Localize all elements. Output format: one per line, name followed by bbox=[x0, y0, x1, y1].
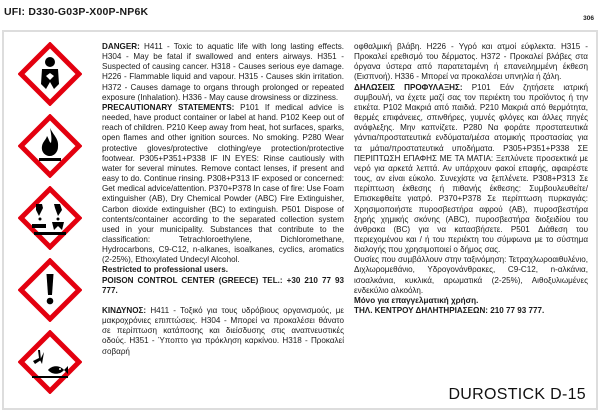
professional-use-note: Restricted to professional users. bbox=[102, 265, 228, 275]
greek-precautionary-statements bbox=[354, 83, 588, 256]
greek-danger-text-start: H411 - Τοξικό για τους υδρόβιους οργανισμούς, με μακροχρόνιες επιπτώσεις. H304 - Μπορεί να προκαλέσει θάνατο σε περίπτωση κατάποσης και διείσδυσης στις αναπνευστικές οδούς. H351 - Ύποπτο για πρόκληση καρκίνου. H318 - Προκαλεί σοβαρή bbox=[102, 305, 344, 356]
danger-text: H411 - Toxic to aquatic life with long lasting effects. H304 - May be fatal if swallowed and enters airways. H351 - Suspected of causing cancer. H318 - Causes serious eye damage. H226 - Flammable liquid and vapour. H315 - Causes skin irritation. H372 - Causes damage to organs through prolonged or repeated exposure (Inhalation). H336 - May cause drowsiness or dizziness. bbox=[102, 42, 344, 102]
greek-precaution-text: P101 Εάν ζητήσετε ιατρική συμβουλή, να έχετε μαζί σας τον περιέκτη του προϊόντος ή την ετικέτα. P102 Μακριά από παιδιά. P210 Μακριά από θερμότητα, θερμές επιφάνειες, σπινθήρες, γυμνές φλόγες και άλλες πηγές ανάφλεξης. Μην καπνίζετε. P280 Να φοράτε προστατευτικά γάντια/προστατευτικά ενδύματα/μέσα ατομικής προστασίας για τα μάτια/προστατευτικά υποδήματα. P305+P351+P338 ΣΕ ΠΕΡΙΠΤΩΣΗ ΕΠΑΦΗΣ ΜΕ ΤΑ ΜΑΤΙΑ: Ξεπλύνετε προσεκτικά με νερό για αρκετά λεπτά. Αν υπάρχουν φακοί επαφής, αφαιρέστε τους, αν είναι εύκολο. Συνεχίστε να ξεπλένετε. P308+P313 Σε περίπτωση έκθεσης ή πιθανής έκθεσης: Συμβουλευθείτε/Επισκεφθείτε γιατρό. P370+P378 Σε περίπτωση πυρκαγιάς: Χρησιμοποιήστε πυροσβεστήρα αφρού (AB), πυροσβεστήρα ξηρής χημικής σκόνης (ABC), πυροσβεστήρα διοξειδίου του άνθρακα (BC) για να κατασβήσετε. P501 Διάθεση του περιεχομένου και / ή του περιέκτη του σύμφωνα με το σύστημα διαλογής που χρησιμοποιεί ο δήμος σας. bbox=[354, 82, 588, 255]
poison-center-contact: POISON CONTROL CENTER (GREECE) TEL.: +30 210 77 93 777. bbox=[102, 275, 344, 295]
page-number: 306 bbox=[583, 15, 594, 22]
greek-poison-center-contact: ΤΗΛ. ΚΕΝΤΡΟΥ ΔΗΛΗΤΗΡΙΑΣΕΩΝ: 210 77 93 777. bbox=[354, 306, 545, 316]
exclamation-mark-icon bbox=[18, 258, 82, 322]
label-panel bbox=[2, 30, 598, 410]
greek-danger-label: ΚΙΝΔΥΝΟΣ: bbox=[102, 305, 147, 315]
ufi-code: UFI: D330-G03P-X00P-NP6K bbox=[4, 6, 149, 18]
greek-professional-use-note: Μόνο για επαγγελματική χρήση. bbox=[354, 295, 479, 305]
corrosive-icon bbox=[18, 186, 82, 250]
flammable-icon bbox=[18, 114, 82, 178]
health-hazard-icon bbox=[18, 42, 82, 106]
hazard-statements bbox=[102, 42, 344, 103]
precautionary-statements bbox=[102, 103, 344, 266]
greek-hazard-statements bbox=[102, 306, 344, 357]
greek-text-column bbox=[354, 42, 588, 316]
greek-danger-text-continued: οφθαλμική βλάβη. H226 - Υγρό και ατμοί εύφλεκτα. H315 - Προκαλεί ερεθισμό του δέρματος. H372 - Προκαλεί βλάβες στα όργανα ύστερα από παρατεταμένη ή επανειλημμένη έκθεση (Εισπνοή). H336 - Μπορεί να προκαλέσει υπνηλία ή ζάλη. bbox=[354, 42, 588, 82]
ghs-pictogram-column bbox=[12, 38, 88, 404]
product-name: DUROSTICK D-15 bbox=[448, 386, 586, 403]
environment-icon bbox=[18, 330, 82, 394]
danger-label: DANGER: bbox=[102, 42, 140, 51]
precaution-text: P101 If medical advice is needed, have product container or label at hand. P102 Keep out of reach of children. P210 Keep away from heat, hot surfaces, sparks, open flames and other ignition sources. No smoking. P280 Wear protective gloves/protective clothing/eye protection/protective footwear. P305+P351+P338 IF IN EYES: Rinse cautiously with water for several minutes. Remove contact lenses, if present and easy to do. Continue rinsing. P308+P313 IF exposed or concerned: Get medical advice/attention. P370+P378 In case of fire: Use Foam extinguisher (AB), Dry Chemical Powder (ABC) Fire Extinguisher, Carbon dioxide extinguisher (BC) to extinguish. P501 Dispose of contents/container according to the separated collection system used in your municipality. Substances that contribute to the classification: Tetrachloroethylene, Dichloromethane, Hydrocarbons, C9-C12, n-alkanes, isoalkanes, cyclics, aromatics (2-25%), Ethoxylated Undecyl Alcohol. bbox=[102, 102, 344, 265]
english-text-column bbox=[102, 42, 344, 357]
precaution-label: PRECAUTIONARY STATEMENTS: bbox=[102, 102, 235, 112]
greek-precaution-label: ΔΗΛΩΣΕΙΣ ΠΡΟΦΥΛΑΞΗΣ: bbox=[354, 82, 463, 92]
greek-substances: Ουσίες που συμβάλλουν στην ταξινόμηση: Τετραχλωροαιθυλένιο, Διχλωρομεθάνιο, Υδρογονάνθρακες, C9-C12, n-αλκάνια, ισοαλκάνια, κυκλικά, αρωματικά (2-25%), Αιθοξυλιωμένες ενδεκύλιο αλκοόλη. bbox=[354, 255, 588, 295]
